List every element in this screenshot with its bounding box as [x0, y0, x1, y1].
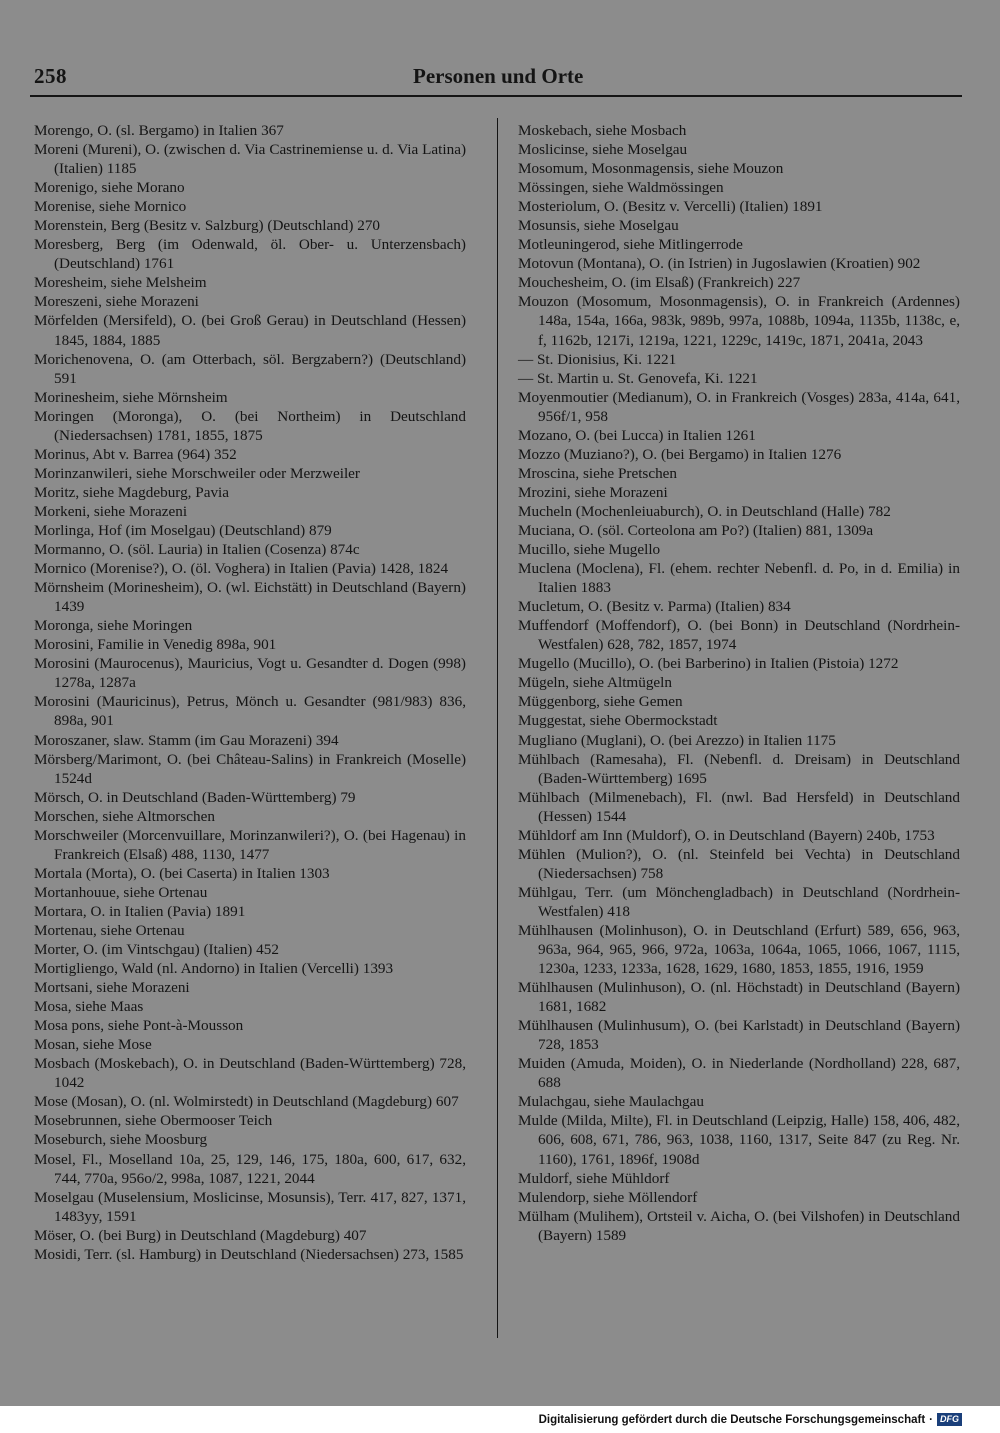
- index-entry: Mozzo (Muziano?), O. (bei Bergamo) in Italien 1276: [518, 445, 842, 463]
- index-entry: Muiden (Amuda, Moiden), O. in Niederlande (Nordholland) 228, 687, 688: [518, 1055, 960, 1092]
- index-entry: Mörsch, O. in Deutschland (Baden-Württemberg) 79: [34, 788, 356, 806]
- index-entry: Mörfelden (Mersifeld), O. (bei Groß Gerau) in Deutschland (Hessen) 1845, 1884, 1885: [34, 312, 466, 349]
- index-entry: Mörnsheim (Morinesheim), O. (wl. Eichstätt) in Deutschland (Bayern) 1439: [34, 579, 466, 616]
- index-entry: Moresheim, siehe Melsheim: [34, 274, 207, 292]
- column-divider: [497, 118, 498, 1338]
- index-entry: Muffendorf (Moffendorf), O. (bei Bonn) in Deutschland (Nordrhein-Westfalen) 628, 782, 1857, 1974: [518, 617, 960, 654]
- index-entry: Morenigo, siehe Morano: [34, 179, 185, 197]
- index-entry: Moresberg, Berg (im Odenwald, öl. Ober- u. Unterzensbach) (Deutschland) 1761: [34, 236, 466, 273]
- index-entry: Moreni (Mureni), O. (zwischen d. Via Castrinemiense u. d. Via Latina) (Italien) 1185: [34, 141, 466, 178]
- index-entry: Mosa, siehe Maas: [34, 998, 144, 1016]
- index-entry: Morengo, O. (sl. Bergamo) in Italien 367: [34, 122, 284, 139]
- index-entry: Mugliano (Muglani), O. (bei Arezzo) in Italien 1175: [518, 731, 836, 749]
- index-entry: Morschweiler (Morcenvuillare, Morinzanwileri?), O. (bei Hagenau) in Frankreich (Elsaß) 488, 1130, 1477: [34, 826, 466, 863]
- index-entry: Mühldorf am Inn (Muldorf), O. in Deutschland (Bayern) 240b, 1753: [518, 826, 935, 844]
- index-entry: Muggestat, siehe Obermockstadt: [518, 712, 718, 730]
- digitization-credit: Digitalisierung gefördert durch die Deutsche Forschungsgemeinschaft · DFG: [539, 1413, 962, 1426]
- index-entry: Mühlhausen (Mulinhuson), O. (nl. Höchstadt) in Deutschland (Bayern) 1681, 1682: [518, 979, 960, 1016]
- index-entry: Morichenovena, O. (am Otterbach, söl. Bergzabern?) (Deutschland) 591: [34, 350, 466, 387]
- index-entry: Mühlen (Mulion?), O. (nl. Steinfeld bei Vechta) in Deutschland (Niedersachsen) 758: [518, 845, 960, 882]
- index-entry: Mrozini, siehe Morazeni: [518, 483, 668, 501]
- index-entry: Moringen (Moronga), O. (bei Northeim) in Deutschland (Niedersachsen) 1781, 1855, 1875: [34, 407, 466, 444]
- index-entry: — St. Martin u. St. Genovefa, Ki. 1221: [518, 369, 758, 387]
- index-entry: Mulde (Milda, Milte), Fl. in Deutschland (Leipzig, Halle) 158, 406, 482, 606, 608, 671, 786, 963, 1038, 1160, 1317, Seite 847 (zu Reg. Nr. 1160), 1761, 1896f, 1908d: [518, 1112, 960, 1168]
- index-entry: Mühlbach (Milmenebach), Fl. (nwl. Bad Hersfeld) in Deutschland (Hessen) 1544: [518, 788, 960, 825]
- index-entry: Muldorf, siehe Mühldorf: [518, 1169, 670, 1187]
- index-entry: Motleuningerod, siehe Mitlingerrode: [518, 236, 743, 254]
- index-entry: Moritz, siehe Magdeburg, Pavia: [34, 483, 230, 501]
- index-entry: Moseburch, siehe Moosburg: [34, 1131, 208, 1149]
- index-entry: Mühlbach (Ramesaha), Fl. (Nebenfl. d. Dreisam) in Deutschland (Baden-Württemberg) 1695: [518, 750, 960, 787]
- index-entry: Mössingen, siehe Waldmössingen: [518, 179, 724, 197]
- index-entry: Mosa pons, siehe Pont-à-Mousson: [34, 1017, 244, 1035]
- index-entry: Mroscina, siehe Pretschen: [518, 464, 678, 482]
- index-entry: Mormanno, O. (söl. Lauria) in Italien (Cosenza) 874c: [34, 541, 360, 559]
- index-entry: Mosteriolum, O. (Besitz v. Vercelli) (Italien) 1891: [518, 198, 823, 216]
- index-entry: Moronga, siehe Moringen: [34, 617, 193, 635]
- index-entry: Morkeni, siehe Morazeni: [34, 502, 188, 520]
- index-entry: Moslicinse, siehe Moselgau: [518, 141, 688, 159]
- index-column-right: [518, 121, 960, 1245]
- index-entry: Moyenmoutier (Medianum), O. in Frankreich (Vosges) 283a, 414a, 641, 956f/1, 958: [518, 388, 960, 425]
- index-entry: Mouzon (Mosomum, Mosonmagensis), O. in Frankreich (Ardennes) 148a, 154a, 166a, 983k, 989b, 997a, 1088b, 1094a, 1135b, 1138c, e, f, 1162b, 1217i, 1219a, 1221, 1229c, 1419c, 1871, 2041a, 2043: [518, 293, 960, 349]
- index-entry: Mortigliengo, Wald (nl. Andorno) in Italien (Vercelli) 1393: [34, 960, 394, 978]
- index-entry: Mosebrunnen, siehe Obermooser Teich: [34, 1112, 273, 1130]
- index-entry: Mucletum, O. (Besitz v. Parma) (Italien) 834: [518, 598, 791, 616]
- index-entry: Morinus, Abt v. Barrea (964) 352: [34, 445, 237, 463]
- index-entry: Muciana, O. (söl. Corteolona am Po?) (Italien) 881, 1309a: [518, 521, 874, 539]
- index-entry: Mörsberg/Marimont, O. (bei Château-Salins) in Frankreich (Moselle) 1524d: [34, 750, 466, 787]
- index-entry: Moskebach, siehe Mosbach: [518, 122, 687, 139]
- index-entry: Morenstein, Berg (Besitz v. Salzburg) (Deutschland) 270: [34, 217, 381, 235]
- index-entry: Mucillo, siehe Mugello: [518, 541, 661, 559]
- index-entry: Morosini (Mauricinus), Petrus, Mönch u. Gesandter (981/983) 836, 898a, 901: [34, 693, 466, 730]
- index-entry: Moroszaner, slaw. Stamm (im Gau Morazeni) 394: [34, 731, 339, 749]
- index-entry: Mozano, O. (bei Lucca) in Italien 1261: [518, 426, 756, 444]
- index-entry: Mornico (Morenise?), O. (öl. Voghera) in Italien (Pavia) 1428, 1824: [34, 560, 449, 578]
- index-entry: Mosan, siehe Mose: [34, 1036, 152, 1054]
- index-entry: Mortsani, siehe Morazeni: [34, 979, 190, 997]
- index-entry: Mühlgau, Terr. (um Mönchengladbach) in Deutschland (Nordrhein-Westfalen) 418: [518, 883, 960, 920]
- index-entry: Mosel, Fl., Moselland 10a, 25, 129, 146, 175, 180a, 600, 617, 632, 744, 770a, 956o/2, 998a, 1087, 1221, 2044: [34, 1150, 466, 1187]
- dfg-logo: DFG: [937, 1413, 962, 1426]
- index-entry: Moselgau (Muselensium, Moslicinse, Mosunsis), Terr. 417, 827, 1371, 1483yy, 1591: [34, 1188, 466, 1225]
- index-entry: — St. Dionisius, Ki. 1221: [518, 350, 677, 368]
- page-title: Personen und Orte: [413, 64, 584, 88]
- index-entry: Morosini, Familie in Venedig 898a, 901: [34, 636, 277, 654]
- index-entry: Moreszeni, siehe Morazeni: [34, 293, 199, 311]
- index-entry: Mühlhausen (Molinhuson), O. in Deutschland (Erfurt) 589, 656, 963, 963a, 964, 965, 966, 972a, 1063a, 1064a, 1065, 1066, 1067, 1115, 1230a, 1233, 1233a, 1628, 1629, 1680, 1853, 1855, 1916, 1959: [518, 921, 960, 978]
- index-entry: Mosunsis, siehe Moselgau: [518, 217, 679, 235]
- index-entry: Mülham (Mulihem), Ortsteil v. Aicha, O. (bei Vilshofen) in Deutschland (Bayern) 1589: [518, 1207, 960, 1244]
- index-entry: Mosbach (Moskebach), O. in Deutschland (Baden-Württemberg) 728, 1042: [34, 1055, 466, 1092]
- index-entry: Möser, O. (bei Burg) in Deutschland (Magdeburg) 407: [34, 1226, 367, 1244]
- index-entry: Morinzanwileri, siehe Morschweiler oder Merzweiler: [34, 464, 360, 482]
- index-column-left: [34, 121, 466, 1264]
- index-entry: Mortanhouue, siehe Ortenau: [34, 883, 208, 901]
- index-entry: Morter, O. (im Vintschgau) (Italien) 452: [34, 941, 279, 959]
- index-entry: Mortenau, siehe Ortenau: [34, 921, 185, 939]
- index-entry: Mulendorp, siehe Möllendorf: [518, 1188, 698, 1206]
- index-entry: Mortala (Morta), O. (bei Caserta) in Italien 1303: [34, 864, 330, 882]
- index-entry: Mügeln, siehe Altmügeln: [518, 674, 672, 692]
- index-entry: Mose (Mosan), O. (nl. Wolmirstedt) in Deutschland (Magdeburg) 607: [34, 1093, 459, 1111]
- header-rule: [30, 95, 962, 97]
- index-entry: Morosini (Maurocenus), Mauricius, Vogt u. Gesandter d. Dogen (998) 1278a, 1287a: [34, 655, 466, 692]
- index-entry: Morenise, siehe Mornico: [34, 198, 187, 216]
- index-entry: Mouchesheim, O. (im Elsaß) (Frankreich) 227: [518, 274, 801, 292]
- credit-text: Digitalisierung gefördert durch die Deutsche Forschungsgemeinschaft: [538, 1413, 926, 1426]
- index-entry: Mosidi, Terr. (sl. Hamburg) in Deutschland (Niedersachsen) 273, 1585: [34, 1245, 464, 1263]
- index-entry: Muclena (Moclena), Fl. (ehem. rechter Nebenfl. d. Po, in d. Emilia) in Italien 1883: [518, 560, 960, 597]
- index-entry: Mucheln (Mochenleiuaburch), O. in Deutschland (Halle) 782: [518, 502, 891, 520]
- index-entry: Müggenborg, siehe Gemen: [518, 693, 683, 711]
- index-entry: Mugello (Mucillo), O. (bei Barberino) in Italien (Pistoia) 1272: [518, 655, 899, 673]
- index-entry: Morschen, siehe Altmorschen: [34, 807, 215, 825]
- index-entry: Mühlhausen (Mulinhusum), O. (bei Karlstadt) in Deutschland (Bayern) 728, 1853: [518, 1017, 960, 1054]
- index-entry: Morinesheim, siehe Mörnsheim: [34, 388, 228, 406]
- index-entry: Mulachgau, siehe Maulachgau: [518, 1093, 704, 1111]
- index-entry: Motovun (Montana), O. (in Istrien) in Jugoslawien (Kroatien) 902: [518, 255, 921, 273]
- index-entry: Mortara, O. in Italien (Pavia) 1891: [34, 902, 246, 920]
- page-number: 258: [34, 64, 67, 88]
- index-entry: Morlinga, Hof (im Moselgau) (Deutschland) 879: [34, 521, 332, 539]
- index-entry: Mosomum, Mosonmagensis, siehe Mouzon: [518, 160, 784, 178]
